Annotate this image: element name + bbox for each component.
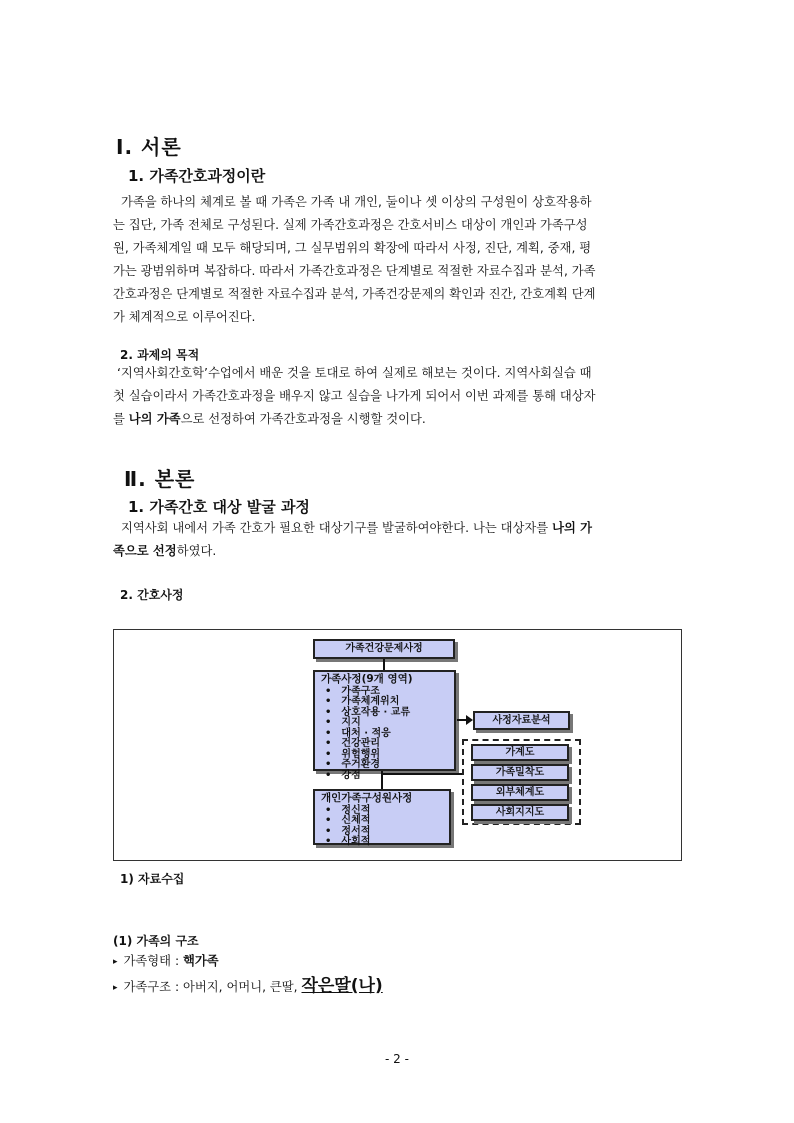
subheading-assignment-purpose: 2. 과제의 목적 (120, 348, 200, 362)
diagram-list-item: • 정신적 (321, 806, 443, 817)
text-line: 가족을 하나의 체계로 볼 때 가족은 가족 내 개인, 둘이나 셋 이상의 구성원이 상호작용하 (121, 195, 592, 209)
diagram-connector (383, 659, 385, 670)
diagram-node-title: 개인가족구성원사정 (321, 792, 413, 804)
text-line (113, 540, 681, 563)
text-line: ‘지역사회간호학’수업에서 배운 것을 토대로 하여 실제로 해보는 것이다. 지역사회실습 때 (117, 366, 592, 380)
text-line: 가 체계적으로 이루어진다. (113, 310, 256, 324)
diagram-list-item: • 건강관리 (321, 739, 448, 750)
diagram-list-item: • 신체적 (321, 816, 443, 827)
diagram-node-family-health-assessment: 가족건강문제사정 (313, 639, 455, 659)
diagram-node-genogram: 가계도 (471, 744, 569, 761)
diagram-connector (383, 773, 462, 775)
text-line: 첫 실습이라서 가족간호과정을 배우지 않고 실습을 나가게 되어서 이번 과제를 통해 대상자 (113, 389, 596, 403)
list-item-family-members (113, 975, 383, 1000)
diagram-node-individual-assessment (313, 789, 451, 845)
text-line: 원, 가족체계일 때 모두 해당되며, 그 실무범위의 확장에 따라서 사정, 진단, 계획, 중재, 평 (113, 241, 592, 255)
text-run: 가족형태 : (123, 954, 184, 968)
list-item-family-type (113, 951, 219, 969)
section-heading-body: Ⅱ. 본론 (124, 467, 196, 491)
emphasis-text: 족으로 선정 (113, 544, 177, 558)
subheading-target-discovery: 1. 가족간호 대상 발굴 과정 (128, 498, 310, 516)
text-line: 가는 광범위하며 복잡하다. 따라서 가족간호과정은 단계별로 적절한 자료수집과 분석, 가족 (113, 264, 596, 278)
diagram-node-social-support: 사회지지도 (471, 804, 569, 821)
subheading-nursing-assessment: 2. 간호사정 (120, 588, 184, 602)
diagram-list-item: • 위험행위 (321, 750, 448, 761)
text-line: 간호과정은 단계별로 적절한 자료수집과 분석, 가족건강문제의 확인과 진간, 간호계획 단계 (113, 287, 596, 301)
diagram-list-item: • 가족체계위치 (321, 697, 448, 708)
discovery-paragraph (113, 517, 681, 563)
diagram-node-title: 가족사정(9개 영역) (321, 673, 413, 685)
diagram-list-item: • 대처 · 적응 (321, 729, 448, 740)
text-line: 는 집단, 가족 전체로 구성된다. 실제 가족간호과정은 간호서비스 대상이 개인과 가족구성 (113, 218, 588, 232)
diagram-list-item: • 상호작용 · 교류 (321, 708, 448, 719)
emphasis-text: 나의 가족 (128, 412, 181, 426)
diagram-node-data-analysis: 사정자료분석 (473, 711, 570, 730)
subheading-family-nursing-process: 1. 가족간호과정이란 (128, 167, 266, 185)
diagram-list-item: • 주거환경 (321, 760, 448, 771)
intro-paragraph (113, 191, 681, 329)
diagram-list-item: • 정서적 (321, 827, 443, 838)
emphasis-text: 핵가족 (183, 954, 219, 968)
subheading-family-structure: (1) 가족의 구조 (113, 934, 199, 948)
diagram-list-item: • 강점 (321, 771, 448, 782)
diagram-node-ecomap: 외부체계도 (471, 784, 569, 801)
diagram-list-item: • 지지 (321, 718, 448, 729)
subheading-data-collection: 1) 자료수집 (120, 872, 185, 886)
text-run: 으로 선정하여 가족간호과정을 시행할 것이다. (180, 412, 426, 426)
diagram-list-item: • 사회적 (321, 837, 443, 848)
diagram-node-family-assessment (313, 670, 456, 781)
text-run: 를 (113, 412, 129, 426)
text-run: 하였다. (176, 544, 217, 558)
diagram-node-family-closeness: 가족밀착도 (471, 764, 569, 781)
text-run: 지역사회 내에서 가족 간호가 필요한 대상기구를 발굴하여야한다. 나는 대상자를 (121, 521, 553, 535)
arrow-head-icon (466, 715, 473, 725)
emphasis-text: 나의 가 (552, 521, 593, 535)
text-line (113, 517, 681, 540)
diagram-list-item: • 가족구조 (321, 687, 448, 698)
text-line (113, 408, 681, 431)
section-heading-intro: Ⅰ. 서론 (116, 135, 182, 159)
highlight-text: 작은딸(나) (301, 976, 383, 996)
page-number: - 2 - (385, 1052, 409, 1066)
text-run: 가족구조 : 아버지, 어머니, 큰딸, (123, 980, 302, 994)
purpose-paragraph (113, 362, 681, 431)
